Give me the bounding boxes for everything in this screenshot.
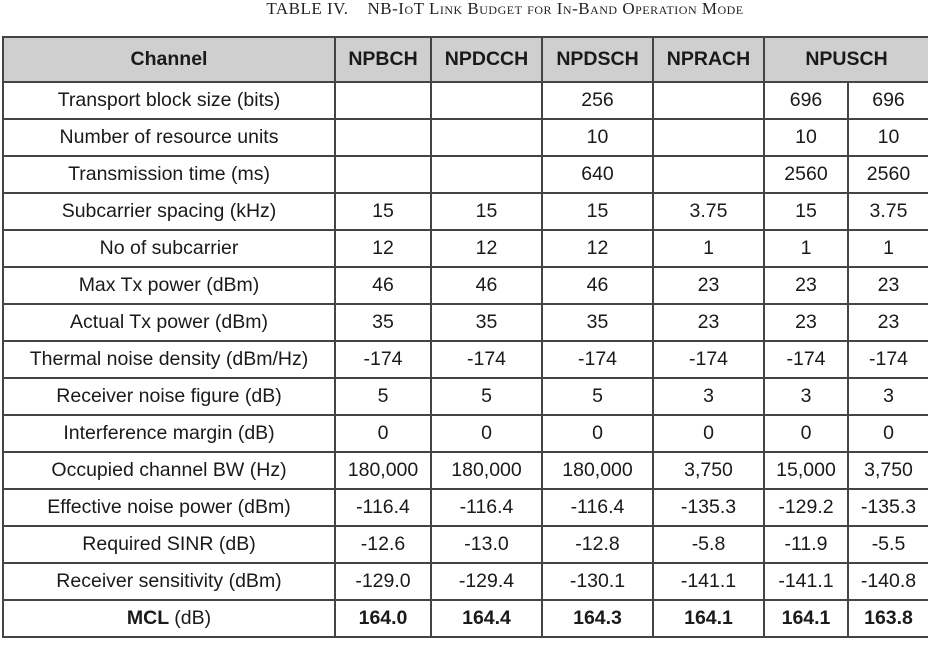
table-cell: 1 xyxy=(653,230,764,267)
table-cell-mcl: 164.4 xyxy=(431,600,542,637)
table-cell: 696 xyxy=(848,82,928,119)
table-caption xyxy=(0,0,928,18)
table-cell: 35 xyxy=(335,304,431,341)
table-row xyxy=(3,563,928,600)
table-cell-mcl: 164.1 xyxy=(764,600,848,637)
table-cell: 2560 xyxy=(764,156,848,193)
header-nprach: NPRACH xyxy=(653,37,764,82)
row-label-mcl xyxy=(3,600,335,637)
table-cell: -141.1 xyxy=(653,563,764,600)
table-cell: -174 xyxy=(764,341,848,378)
row-label: Thermal noise density (dBm/Hz) xyxy=(3,341,335,378)
table-cell: 46 xyxy=(542,267,653,304)
table-cell: -174 xyxy=(431,341,542,378)
table-cell: 180,000 xyxy=(431,452,542,489)
table-cell-mcl: 163.8 xyxy=(848,600,928,637)
table-row-mcl xyxy=(3,600,928,637)
table-cell: -140.8 xyxy=(848,563,928,600)
table-cell xyxy=(431,82,542,119)
table-cell: 5 xyxy=(335,378,431,415)
table-cell: 23 xyxy=(653,304,764,341)
table-cell: 15,000 xyxy=(764,452,848,489)
table-cell: 5 xyxy=(431,378,542,415)
table-cell: 12 xyxy=(431,230,542,267)
table-cell xyxy=(653,156,764,193)
table-cell: 10 xyxy=(542,119,653,156)
table-cell: 3,750 xyxy=(653,452,764,489)
table-row xyxy=(3,156,928,193)
table-cell: 23 xyxy=(848,304,928,341)
row-label: Max Tx power (dBm) xyxy=(3,267,335,304)
header-npusch: NPUSCH xyxy=(764,37,928,82)
table-cell: 12 xyxy=(335,230,431,267)
table-cell: -12.6 xyxy=(335,526,431,563)
table-cell: -116.4 xyxy=(431,489,542,526)
table-cell: 696 xyxy=(764,82,848,119)
row-label: Interference margin (dB) xyxy=(3,415,335,452)
table-cell: 10 xyxy=(764,119,848,156)
row-label: Subcarrier spacing (kHz) xyxy=(3,193,335,230)
table-cell: -135.3 xyxy=(848,489,928,526)
table-cell: 0 xyxy=(431,415,542,452)
table-cell: 35 xyxy=(542,304,653,341)
table-body xyxy=(3,82,928,637)
table-cell: 0 xyxy=(848,415,928,452)
table-row xyxy=(3,489,928,526)
table-cell xyxy=(431,119,542,156)
table-cell: 0 xyxy=(653,415,764,452)
table-cell: -174 xyxy=(653,341,764,378)
table-cell: 10 xyxy=(848,119,928,156)
table-cell-mcl: 164.0 xyxy=(335,600,431,637)
link-budget-table xyxy=(2,36,928,638)
table-row xyxy=(3,304,928,341)
row-label: Transport block size (bits) xyxy=(3,82,335,119)
table-row xyxy=(3,452,928,489)
row-label: No of subcarrier xyxy=(3,230,335,267)
table-title: NB-IoT Link Budget for In-Band Operation Mode xyxy=(367,0,744,18)
table-cell: 1 xyxy=(764,230,848,267)
table-cell: 23 xyxy=(848,267,928,304)
table-cell: 23 xyxy=(764,304,848,341)
row-label: Effective noise power (dBm) xyxy=(3,489,335,526)
table-cell: 3 xyxy=(653,378,764,415)
table-row xyxy=(3,230,928,267)
table-cell: -135.3 xyxy=(653,489,764,526)
table-cell: 35 xyxy=(431,304,542,341)
header-channel: Channel xyxy=(3,37,335,82)
table-cell: 15 xyxy=(764,193,848,230)
row-label: Number of resource units xyxy=(3,119,335,156)
row-label: Receiver sensitivity (dBm) xyxy=(3,563,335,600)
mcl-label: MCL xyxy=(126,607,169,629)
table-cell: -5.5 xyxy=(848,526,928,563)
table-cell xyxy=(653,119,764,156)
table-cell: 0 xyxy=(764,415,848,452)
table-cell: 0 xyxy=(542,415,653,452)
header-npbch: NPBCH xyxy=(335,37,431,82)
table-cell: -174 xyxy=(335,341,431,378)
table-cell xyxy=(653,82,764,119)
table-cell: 15 xyxy=(431,193,542,230)
table-cell: 12 xyxy=(542,230,653,267)
table-cell: 3.75 xyxy=(848,193,928,230)
table-cell: 2560 xyxy=(848,156,928,193)
row-label: Transmission time (ms) xyxy=(3,156,335,193)
table-cell xyxy=(335,156,431,193)
table-cell: -11.9 xyxy=(764,526,848,563)
table-cell: -130.1 xyxy=(542,563,653,600)
row-label: Occupied channel BW (Hz) xyxy=(3,452,335,489)
table-cell: -141.1 xyxy=(764,563,848,600)
table-cell: -116.4 xyxy=(335,489,431,526)
table-cell: 15 xyxy=(542,193,653,230)
table-cell: 180,000 xyxy=(542,452,653,489)
table-cell: -129.4 xyxy=(431,563,542,600)
table-cell: -129.0 xyxy=(335,563,431,600)
table-cell: -5.8 xyxy=(653,526,764,563)
table-cell: 3.75 xyxy=(653,193,764,230)
table-cell: 640 xyxy=(542,156,653,193)
table-row xyxy=(3,193,928,230)
table-row xyxy=(3,415,928,452)
header-npdcch: NPDCCH xyxy=(431,37,542,82)
table-cell xyxy=(335,119,431,156)
table-cell: -174 xyxy=(848,341,928,378)
table-cell: 46 xyxy=(431,267,542,304)
table-cell xyxy=(431,156,542,193)
table-row xyxy=(3,378,928,415)
row-label: Receiver noise figure (dB) xyxy=(3,378,335,415)
table-header-row xyxy=(3,37,928,82)
table-cell: 1 xyxy=(848,230,928,267)
table-cell: 46 xyxy=(335,267,431,304)
table-cell: 5 xyxy=(542,378,653,415)
table-cell: 23 xyxy=(653,267,764,304)
header-npdsch: NPDSCH xyxy=(542,37,653,82)
table-row xyxy=(3,526,928,563)
mcl-unit: (dB) xyxy=(174,607,212,629)
row-label: Required SINR (dB) xyxy=(3,526,335,563)
table-cell: -116.4 xyxy=(542,489,653,526)
table-cell: 0 xyxy=(335,415,431,452)
table-cell: -174 xyxy=(542,341,653,378)
table-cell: 3,750 xyxy=(848,452,928,489)
table-row xyxy=(3,267,928,304)
table-row xyxy=(3,119,928,156)
table-cell: 23 xyxy=(764,267,848,304)
table-cell-mcl: 164.1 xyxy=(653,600,764,637)
table-cell: 15 xyxy=(335,193,431,230)
table-row xyxy=(3,82,928,119)
table-cell: 3 xyxy=(764,378,848,415)
table-cell: 256 xyxy=(542,82,653,119)
table-cell: -12.8 xyxy=(542,526,653,563)
table-cell: 3 xyxy=(848,378,928,415)
table-cell-mcl: 164.3 xyxy=(542,600,653,637)
table-cell: -13.0 xyxy=(431,526,542,563)
table-cell: -129.2 xyxy=(764,489,848,526)
row-label: Actual Tx power (dBm) xyxy=(3,304,335,341)
table-cell: 180,000 xyxy=(335,452,431,489)
table-number: TABLE IV. xyxy=(266,0,349,18)
table-row xyxy=(3,341,928,378)
table-cell xyxy=(335,82,431,119)
